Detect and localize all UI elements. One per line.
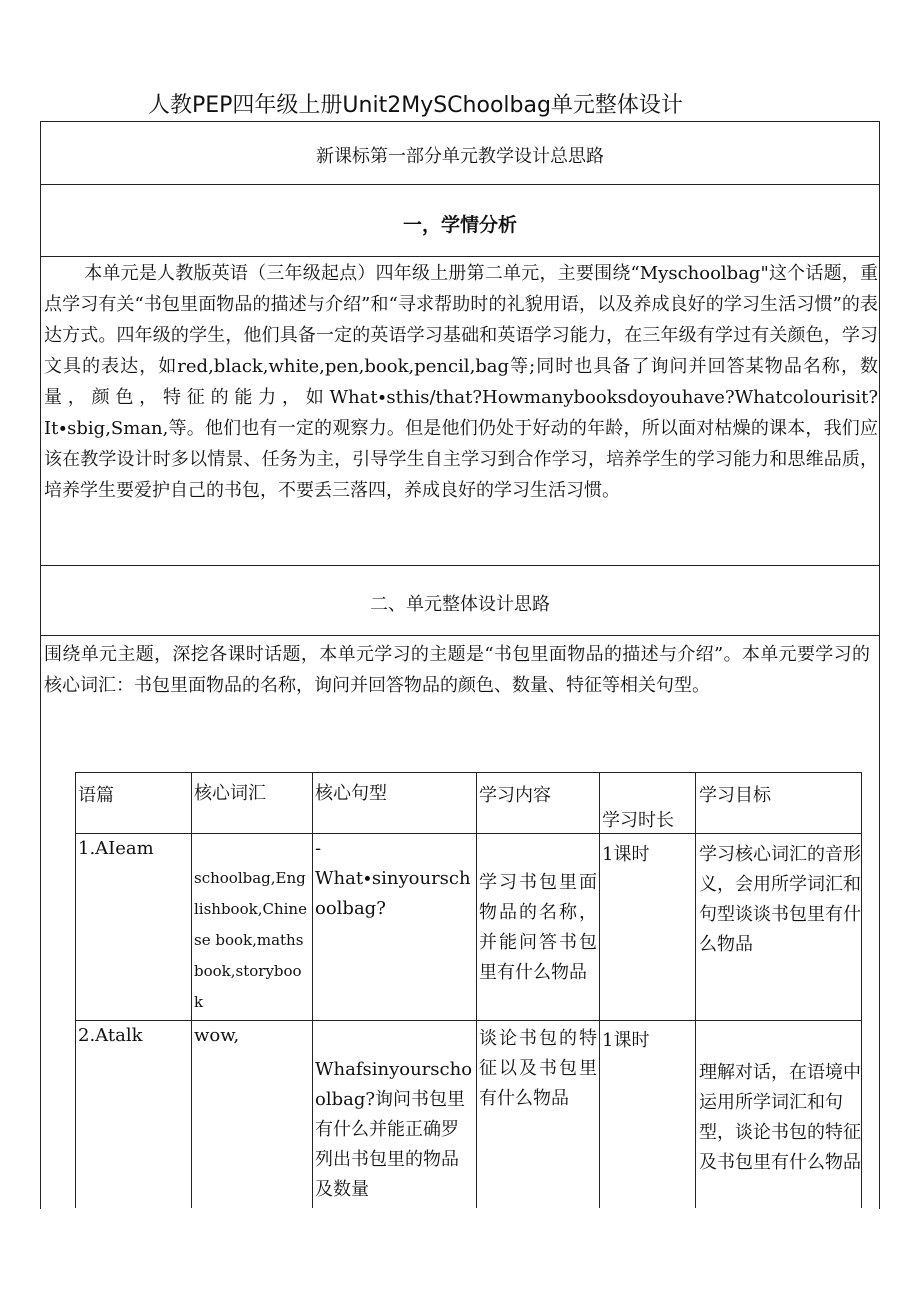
part-heading: 新课标第一部分单元教学设计总思路	[316, 146, 604, 167]
table-line	[75, 772, 76, 1208]
row-divider	[40, 565, 880, 566]
table-row-1-text: 1.AIeam	[78, 838, 154, 859]
row-divider	[40, 635, 880, 636]
table-line	[599, 772, 600, 1208]
table-row-2-pattern: Whafsinyourschoolbag?询问书包里有什么并能正确罗列出书包里的物品及数量	[315, 1059, 473, 1200]
table-row-2-duration: 1课时	[602, 1030, 650, 1051]
table-row-2-goal: 理解对话，在语境中运用所学词汇和句型，谈论书包的特征及书包里有什么物品	[699, 1062, 861, 1173]
table-row-1-pattern: What∙sinyourschoolbag?	[315, 868, 471, 919]
table-row-2-vocab: wow,	[194, 1025, 240, 1046]
table-row-1-content: 学习书包里面物品的名称，并能问答书包里有什么物品	[479, 872, 597, 983]
table-line	[312, 772, 313, 1208]
header-pattern: 核心句型	[315, 783, 387, 804]
table-row-1-goal: 学习核心词汇的音形义，会用所学词汇和句型谈谈书包里有什么物品	[699, 844, 861, 955]
analysis-text: 本单元是人教版英语（三年级起点）四年级上册第二单元，主要围绕“Myschoolbag"这个话题，重点学习有关“书包里面物品的描述与介绍”和“寻求帮助时的礼貌用语，以及养成良好的学习生活习惯”的表达方式。四年级的学生，他们具备一定的英语学习基础和英语学习能力，在三年级有学过有关颜色，学习文具的表达，如red,black,white,pen,book,pencil,bag等;同时也具备了询问并回答某物品名称，数量，颜色，特征的能力，如What∙sthis/that?Howmanybooksdoyouhave?Whatcolourisit?It∙sbig,Sman,等。他们也有一定的观察力。但是他们仍处于好动的年龄，所以面对枯燥的课本，我们应该在教学设计时多以情景、任务为主，引导学生自主学习到合作学习，培养学生的学习能力和思维品质，培养学生要爱护自己的书包，不要丢三落四，养成良好的学习生活习惯。	[44, 263, 878, 501]
table-line	[861, 772, 862, 1208]
table-line	[695, 772, 696, 1208]
header-goal: 学习目标	[699, 785, 771, 806]
analysis-paragraph	[44, 258, 878, 506]
table-row-2-text: 2.Atalk	[78, 1025, 143, 1046]
design-paragraph: 围绕单元主题，深挖各课时话题，本单元学习的主题是“书包里面物品的描述与介绍”。本单元要学习的核心词汇：书包里面物品的名称，询问并回答物品的颜色、数量、特征等相关句型。	[44, 644, 870, 696]
table-line	[75, 772, 862, 773]
header-content: 学习内容	[479, 785, 551, 806]
header-duration: 学习时长	[602, 810, 674, 831]
table-row-1-duration: 1课时	[602, 844, 650, 865]
row-divider	[40, 184, 880, 185]
table-line	[75, 833, 862, 834]
document-title: 人教PEP四年级上册Unit2MySChoolbag单元整体设计	[148, 93, 683, 118]
unit-plan-table	[75, 772, 862, 1208]
table-line	[476, 772, 477, 1208]
header-vocab: 核心词汇	[194, 783, 266, 804]
table-row-2-content: 谈论书包的特征以及书包里有什么物品	[479, 1028, 597, 1109]
table-row-1-vocab: schoolbag,Englishbook,Chinese book,mathsbook,storybook	[194, 869, 307, 1011]
row-divider	[40, 256, 880, 257]
table-line	[191, 772, 192, 1208]
table-row-1-dash: -	[315, 838, 322, 859]
analysis-heading: 一，学情分析	[402, 214, 517, 236]
header-text: 语篇	[78, 785, 114, 806]
design-heading: 二、单元整体设计思路	[370, 594, 550, 615]
